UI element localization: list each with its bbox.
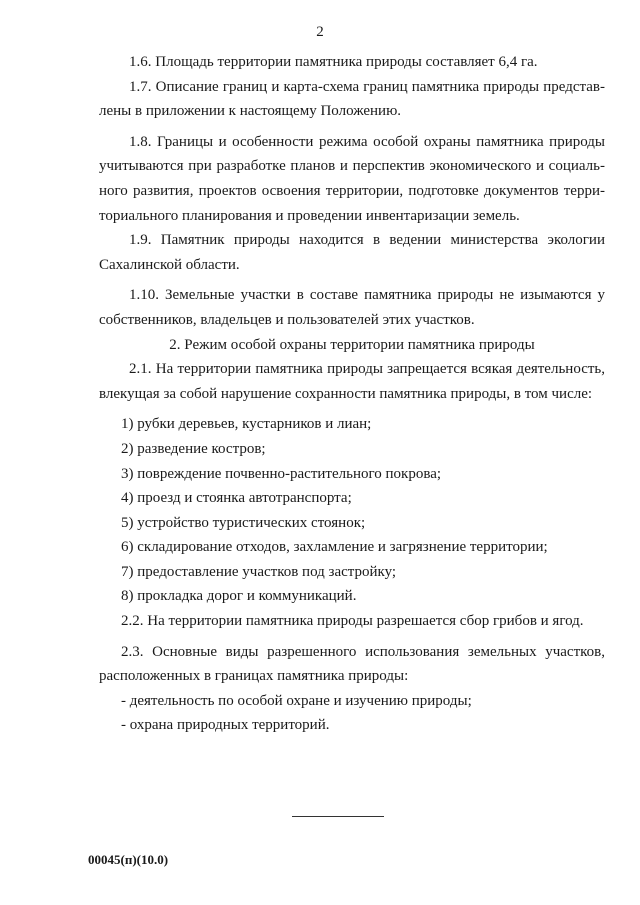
paragraph-1-9-line-2: Сахалинской области. xyxy=(99,256,240,273)
paragraph-1-7-line-2: лены в приложении к настоящему Положению. xyxy=(99,103,402,120)
paragraph-2-2: 2.2. На территории памятника природы разрешается сбор грибов и ягод. xyxy=(121,613,584,630)
page-number: 2 xyxy=(316,24,324,40)
paragraph-2-3-line-2: расположенных в границах памятника природы: xyxy=(99,668,409,685)
dash-item-1: - деятельность по особой охране и изучению природы; xyxy=(121,692,472,709)
paragraph-1-10-line-2: собственников, владельцев и пользователей этих участков. xyxy=(99,311,475,328)
document-body xyxy=(99,50,605,738)
list-item-6: 6) складирование отходов, захламление и загрязнение территории; xyxy=(121,539,548,556)
list-item-7: 7) предоставление участков под застройку; xyxy=(121,563,397,580)
paragraph-1-8-line-2: учитываются при разработке планов и перспектив экономического и социаль- xyxy=(99,158,605,175)
footer-rule xyxy=(292,816,384,817)
dash-item-2: - охрана природных территорий. xyxy=(121,717,330,734)
paragraph-2-3-line-1: 2.3. Основные виды разрешенного использования земельных участков, xyxy=(121,643,605,660)
paragraph-1-6: 1.6. Площадь территории памятника природы составляет 6,4 га. xyxy=(129,54,538,70)
paragraph-2-1-line-2: влекущая за собой нарушение сохранности памятника природы, в том числе: xyxy=(99,385,593,402)
paragraph-1-8-line-3: ного развития, проектов освоения территории, подготовке документов терри- xyxy=(99,182,605,199)
section-2-heading: 2. Режим особой охраны территории памятника природы xyxy=(169,336,535,353)
list-item-2: 2) разведение костров; xyxy=(121,440,266,457)
paragraph-2-1-line-1: 2.1. На территории памятника природы запрещается всякая деятельность, xyxy=(129,361,605,378)
paragraph-1-8-line-4: ториального планирования и проведении инвентаризации земель. xyxy=(99,207,520,224)
list-item-5: 5) устройство туристических стоянок; xyxy=(121,514,366,531)
list-item-8: 8) прокладка дорог и коммуникаций. xyxy=(121,588,357,605)
list-item-3: 3) повреждение почвенно-растительного покрова; xyxy=(121,465,442,482)
list-item-4: 4) проезд и стоянка автотранспорта; xyxy=(121,490,352,507)
paragraph-1-7-line-1: 1.7. Описание границ и карта-схема границ памятника природы представ- xyxy=(129,78,605,95)
paragraph-1-8-line-1: 1.8. Границы и особенности режима особой охраны памятника природы xyxy=(129,133,605,150)
paragraph-1-10-line-1: 1.10. Земельные участки в составе памятника природы не изымаются у xyxy=(129,287,605,304)
paragraph-1-9-line-1: 1.9. Памятник природы находится в ведении министерства экологии xyxy=(129,232,605,249)
list-item-1: 1) рубки деревьев, кустарников и лиан; xyxy=(121,416,372,433)
document-code: 00045(п)(10.0) xyxy=(88,852,169,867)
